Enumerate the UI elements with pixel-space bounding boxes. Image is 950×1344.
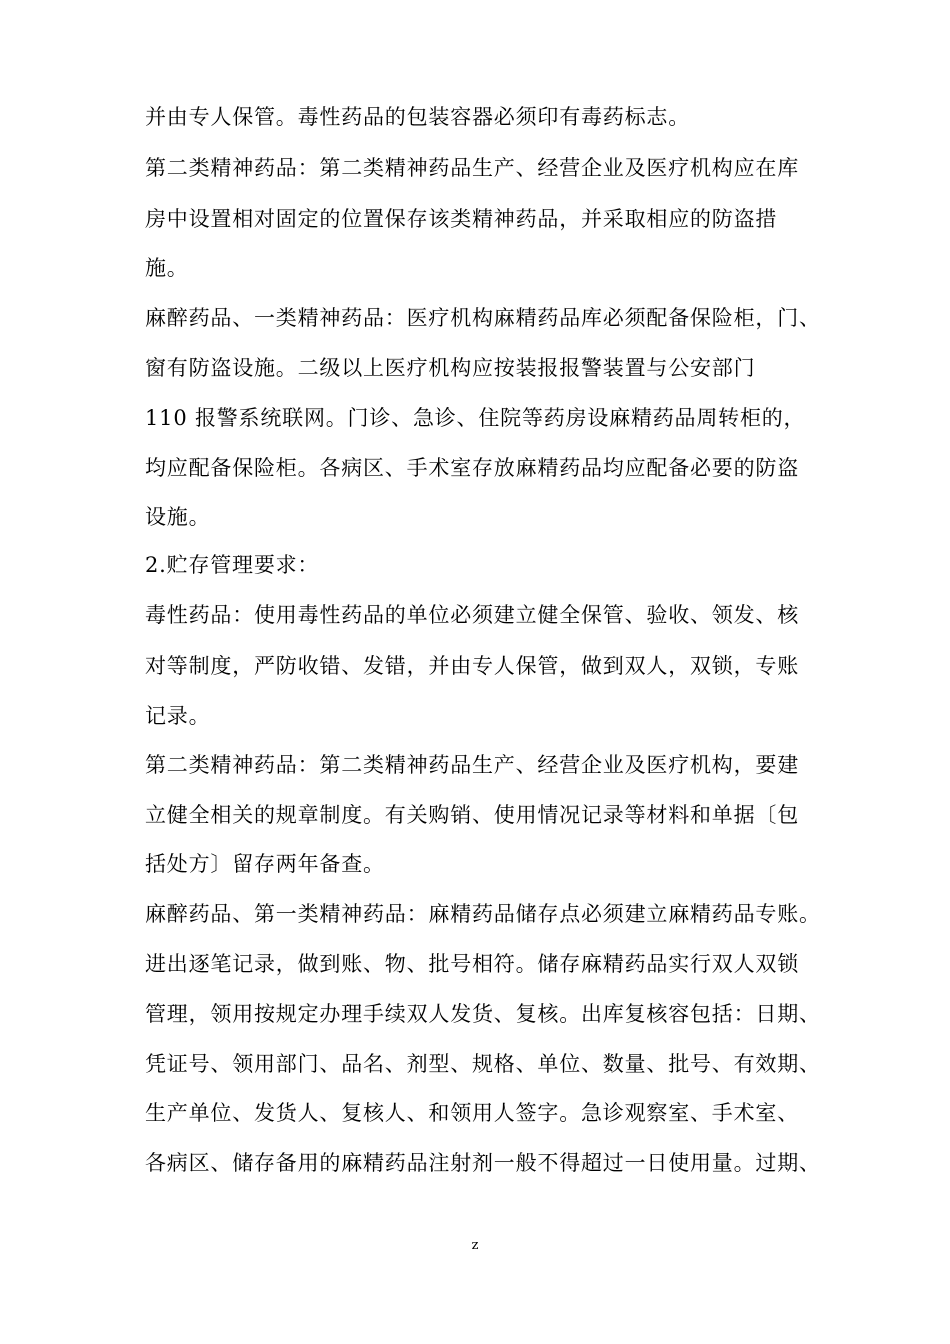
text-line: 第二类精神药品：第二类精神药品生产、经营企业及医疗机构应在库 (145, 156, 799, 180)
text-line: 凭证号、领用部门、品名、剂型、规格、单位、数量、批号、有效期、 (145, 1052, 821, 1076)
text-line: 记录。 (145, 704, 211, 728)
text-line: 均应配备保险柜。各病区、手术室存放麻精药品均应配备必要的防盗 (145, 456, 799, 480)
text-line: 窗有防盗设施。二级以上医疗机构应按装报报警装置与公安部门 (145, 356, 756, 380)
text-line: 对等制度，严防收错、发错，并由专人保管，做到双人，双锁，专账 (145, 654, 799, 678)
text-line: 第二类精神药品：第二类精神药品生产、经营企业及医疗机构，要建 (145, 753, 799, 777)
text-line: 麻醉药品、第一类精神药品：麻精药品储存点必须建立麻精药品专账。 (145, 902, 821, 926)
text-line: 并由专人保管。毒性药品的包装容器必须印有毒药标志。 (145, 105, 690, 129)
text-line: 房中设置相对固定的位置保存该类精神药品，并采取相应的防盗措 (145, 207, 778, 231)
text-line: 立健全相关的规章制度。有关购销、使用情况记录等材料和单据〔包 (145, 803, 799, 827)
text-line: 各病区、储存备用的麻精药品注射剂一般不得超过一日使用量。过期、 (145, 1151, 821, 1175)
text-line: 设施。 (145, 505, 211, 529)
text-line: 麻醉药品、一类精神药品：医疗机构麻精药品库必须配备保险柜，门、 (145, 306, 821, 330)
text-line: 括处方〕留存两年备查。 (145, 852, 385, 876)
text-line: 毒性药品：使用毒性药品的单位必须建立健全保管、验收、领发、核 (145, 603, 799, 627)
text-line: 进出逐笔记录，做到账、物、批号相符。储存麻精药品实行双人双锁 (145, 952, 799, 976)
text-line: 110 报警系统联网。门诊、急诊、住院等药房设麻精药品周转柜的， (145, 406, 806, 430)
text-line: 施。 (145, 256, 189, 280)
section-heading: 2.贮存管理要求： (145, 553, 320, 577)
page-footer: z (471, 1238, 479, 1253)
text-line: 生产单位、发货人、复核人、和领用人签字。急诊观察室、手术室、 (145, 1101, 799, 1125)
text-line: 管理，领用按规定办理手续双人发货、复核。出库复核容包括：日期、 (145, 1002, 821, 1026)
